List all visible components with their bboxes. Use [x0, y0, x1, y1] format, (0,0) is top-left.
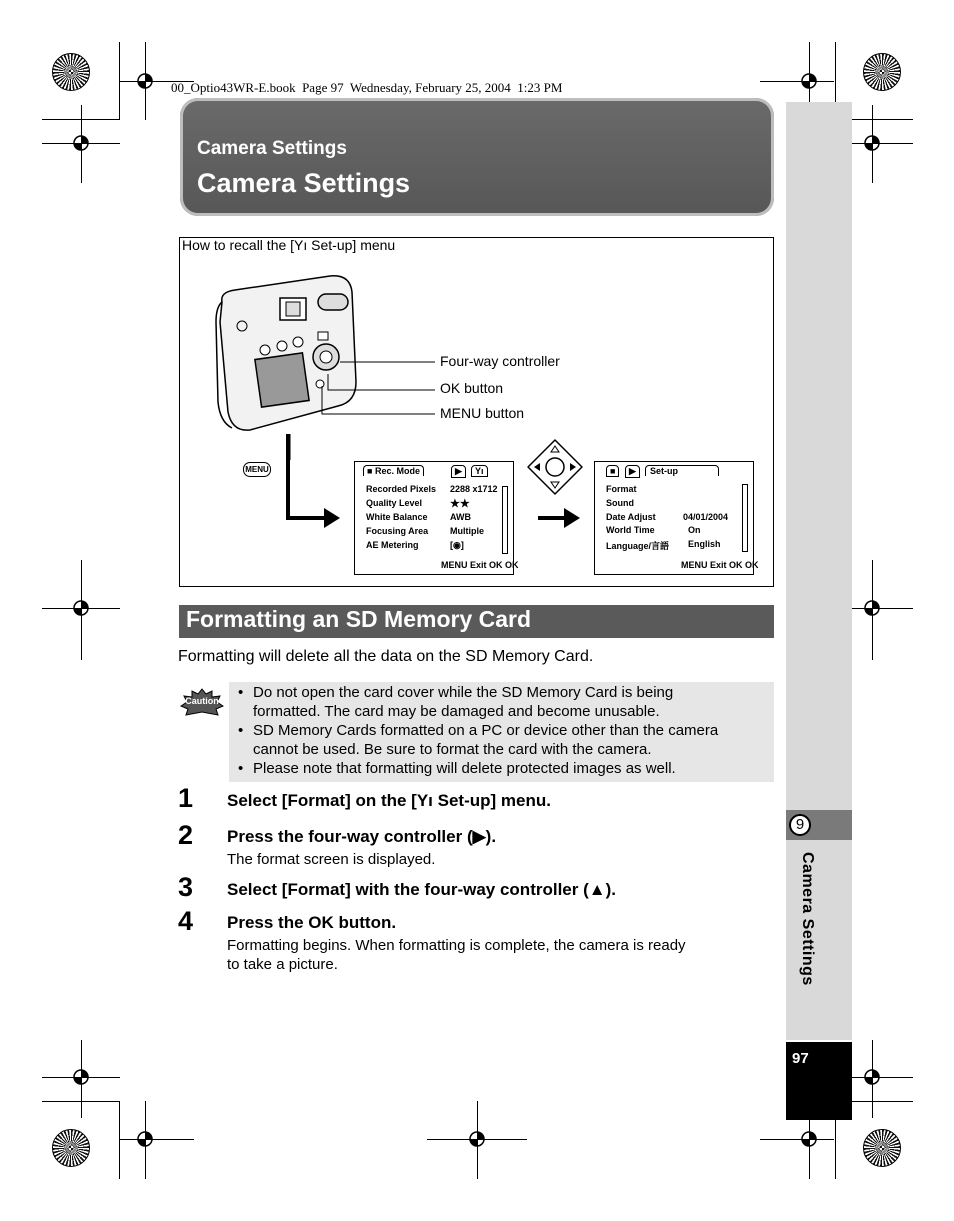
- camera-icon: ■: [367, 466, 373, 476]
- step-number: 3: [178, 872, 194, 902]
- menu-row-label: World Time: [606, 525, 655, 535]
- caution-text: cannot be used. Be sure to format the card with the camera.: [253, 741, 652, 758]
- setup-tab-label: Set-up: [650, 466, 678, 476]
- rec-mode-screen: [354, 461, 519, 575]
- menu-row-value: Multiple: [450, 526, 484, 536]
- rec-tab-label: Rec. Mode: [374, 466, 420, 476]
- menu-row-label: White Balance: [366, 512, 428, 522]
- menu-button-icon: MENU: [243, 462, 271, 477]
- callout-ok-button: OK button: [440, 380, 504, 396]
- camera-tab-icon: ■: [606, 465, 619, 477]
- menu-row-label: Sound: [606, 498, 634, 508]
- playback-tab-icon: ▶: [625, 465, 640, 478]
- chapter-title: Camera Settings: [197, 168, 411, 198]
- step-number: 2: [178, 820, 194, 850]
- menu-row-value: AWB: [450, 512, 471, 522]
- rosette-top-left: [52, 53, 90, 91]
- menu-row-value: 04/01/2004: [683, 512, 729, 522]
- step-body: Formatting begins. When formatting is complete, the camera is ready: [227, 937, 686, 954]
- rosette-top-right: [863, 53, 901, 91]
- menu-row-label: AE Metering: [366, 540, 419, 550]
- caution-label: Caution: [185, 696, 219, 706]
- step-number: 4: [178, 906, 194, 936]
- section-title: Formatting an SD Memory Card: [186, 606, 532, 632]
- menu-row-label: Recorded Pixels: [366, 484, 437, 494]
- callout-four-way-controller: Four-way controller: [440, 353, 560, 369]
- caution-text: Do not open the card cover while the SD Memory Card is being: [253, 684, 674, 701]
- menu-row-value: On: [688, 525, 701, 535]
- menu-row-value: [◉]: [450, 540, 464, 550]
- menu-row-label: Focusing Area: [366, 526, 429, 536]
- rosette-bottom-left: [52, 1129, 90, 1167]
- print-header: 00_Optio43WR-E.book Page 97 Wednesday, February 25, 2004 1:23 PM: [171, 80, 563, 95]
- section-intro: Formatting will delete all the data on the SD Memory Card.: [178, 648, 594, 665]
- step-title: Select [Format] with the four-way controller (▲).: [227, 880, 616, 899]
- caution-text: formatted. The card may be damaged and become unusable.: [253, 703, 660, 720]
- bullet-marker: •: [238, 722, 244, 739]
- step-body: The format screen is displayed.: [227, 851, 436, 868]
- step-title: Select [Format] on the [Yı Set-up] menu.: [227, 791, 551, 810]
- step-number: 1: [178, 783, 194, 813]
- setup-screen: [594, 461, 759, 575]
- step-title: Press the four-way controller (▶).: [227, 827, 497, 846]
- menu-row-label: Language/言語: [606, 541, 670, 551]
- chapter-number: 9: [789, 814, 811, 836]
- side-tab-label: Camera Settings: [799, 852, 816, 986]
- menu-row-label: Quality Level: [366, 498, 423, 508]
- chapter-subtitle: Camera Settings: [197, 138, 347, 159]
- screen-footer: MENU Exit OK OK: [441, 560, 519, 570]
- callout-menu-button: MENU button: [440, 405, 525, 421]
- bullet-marker: •: [238, 684, 244, 701]
- menu-row-value: ★★: [450, 498, 470, 510]
- menu-row-value: 2288 x1712: [450, 484, 498, 494]
- step-title: Press the OK button.: [227, 913, 397, 932]
- step-body: to take a picture.: [227, 956, 338, 973]
- four-way-controller-icon: [526, 438, 584, 496]
- bullet-marker: •: [238, 760, 244, 777]
- menu-row-value: English: [688, 539, 721, 549]
- menu-row-label: Date Adjust: [606, 512, 656, 522]
- menu-row-label: Format: [606, 484, 637, 494]
- caution-text: Please note that formatting will delete protected images as well.: [253, 760, 676, 777]
- setup-tab: Yı: [471, 465, 488, 477]
- scrollbar: [502, 486, 508, 554]
- rosette-bottom-right: [863, 1129, 901, 1167]
- scrollbar: [742, 484, 748, 552]
- caution-text: SD Memory Cards formatted on a PC or device other than the camera: [253, 722, 719, 739]
- page-number: 97: [792, 1050, 809, 1067]
- playback-tab: ▶: [451, 465, 466, 478]
- screen-footer: MENU Exit OK OK: [681, 560, 759, 570]
- illustration-caption: How to recall the [Yı Set-up] menu: [182, 237, 396, 253]
